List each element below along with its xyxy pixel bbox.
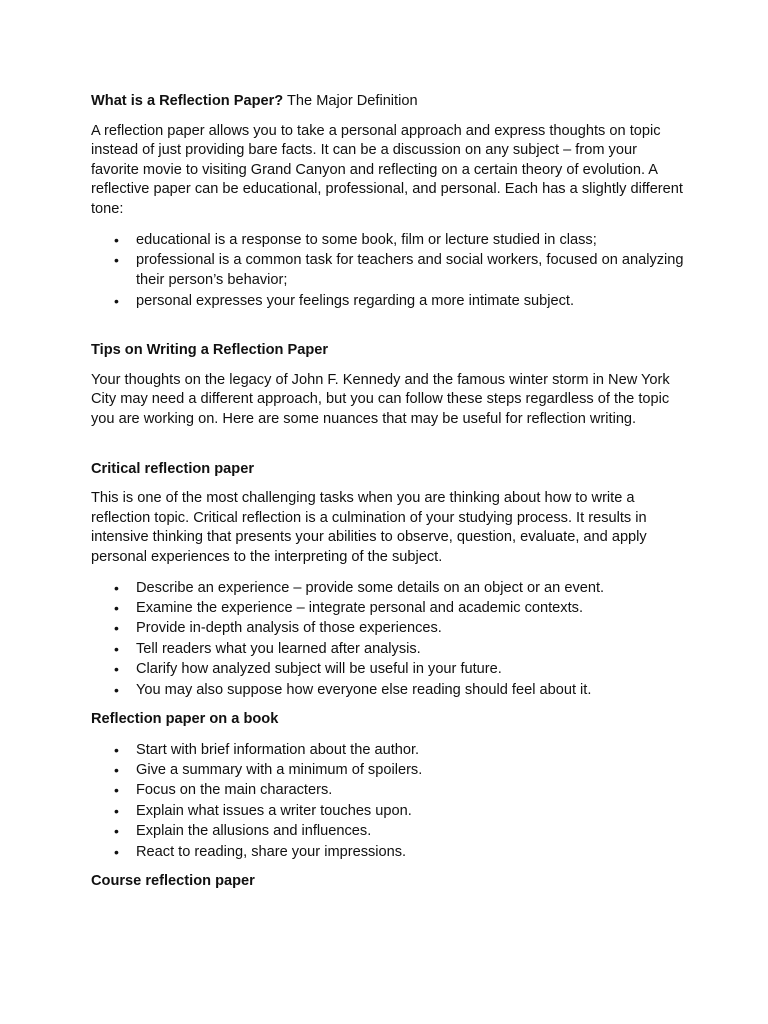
list-item-text: Describe an experience – provide some details on an object or an event.: [136, 579, 605, 596]
heading-regular-part: The Major Definition: [283, 93, 418, 109]
tone-list: [91, 230, 688, 312]
list-item: [91, 230, 688, 250]
section-heading-definition: [91, 92, 688, 112]
list-item: [91, 821, 688, 841]
bullet-icon: •: [114, 599, 119, 616]
bullet-icon: •: [114, 231, 119, 248]
spacer: [91, 321, 688, 341]
bullet-icon: •: [114, 292, 119, 309]
spacer: [91, 440, 688, 460]
list-item: [91, 842, 688, 862]
list-item-text: professional is a common task for teachers and social workers, focused on analyzing their person’s behavior;: [136, 251, 684, 289]
bullet-icon: •: [114, 802, 119, 819]
critical-steps-list: [91, 578, 688, 700]
tips-paragraph: Your thoughts on the legacy of John F. Kennedy and the famous winter storm in New York City may need a different approach, but you can follow these steps regardless of the topic you are working on. Here are some nuances that may be useful for reflection writing.: [91, 371, 670, 427]
list-item: [91, 801, 688, 821]
list-item-text: Focus on the main characters.: [136, 782, 333, 799]
list-item: [91, 659, 688, 679]
bullet-icon: •: [114, 251, 119, 268]
list-item-text: Explain what issues a writer touches upon.: [136, 802, 412, 819]
bullet-icon: •: [114, 843, 119, 860]
list-item-text: Give a summary with a minimum of spoilers.: [136, 761, 423, 778]
list-item-text: personal expresses your feelings regarding a more intimate subject.: [136, 292, 575, 309]
bullet-icon: •: [114, 741, 119, 758]
list-item: [91, 780, 688, 800]
list-item: [91, 618, 688, 638]
list-item-text: educational is a response to some book, film or lecture studied in class;: [136, 231, 597, 248]
list-item: [91, 680, 688, 700]
definition-paragraph: A reflection paper allows you to take a personal approach and express thoughts on topic instead of just providing bare facts. It can be a discussion on any subject – from your favorite movie to visiting Grand Canyon and reflecting on a certain theory of evolution. A reflective paper can be educational, professional, and personal. Each has a slightly different tone:: [91, 122, 683, 217]
list-item: [91, 760, 688, 780]
bullet-icon: •: [114, 640, 119, 657]
heading-text: Tips on Writing a Reflection Paper: [91, 342, 329, 359]
bullet-icon: •: [114, 661, 119, 678]
bullet-icon: •: [114, 620, 119, 637]
list-item: [91, 250, 688, 291]
list-item: [91, 598, 688, 618]
bullet-icon: •: [114, 681, 119, 698]
list-item: [91, 578, 688, 598]
bullet-icon: •: [114, 579, 119, 596]
section-heading-tips: [91, 341, 688, 361]
list-item-text: Clarify how analyzed subject will be useful in your future.: [136, 661, 502, 678]
section-heading-course: [91, 872, 688, 892]
list-item-text: Provide in-depth analysis of those experiences.: [136, 620, 442, 637]
bullet-icon: •: [114, 823, 119, 840]
heading-text: Reflection paper on a book: [91, 710, 279, 727]
heading-text: Critical reflection paper: [91, 460, 255, 477]
heading-bold-part: What is a Reflection Paper?: [91, 93, 284, 109]
section-heading-book: [91, 710, 688, 730]
book-steps-list: [91, 740, 688, 862]
list-item-text: Tell readers what you learned after analysis.: [136, 640, 421, 657]
list-item-text: React to reading, share your impressions.: [136, 843, 407, 860]
section-heading-critical: [91, 460, 688, 480]
critical-paragraph: This is one of the most challenging tasks when you are thinking about how to write a reflection topic. Critical reflection is a culmination of your studying process. It results in intensive thinking that presents your abilities to observe, question, evaluate, and apply personal experiences to the interpreting of the subject.: [91, 490, 647, 565]
list-item: [91, 639, 688, 659]
list-item: [91, 291, 688, 311]
bullet-icon: •: [114, 782, 119, 799]
list-item: [91, 740, 688, 760]
heading-text: Course reflection paper: [91, 873, 255, 889]
list-item-text: Explain the allusions and influences.: [136, 823, 372, 840]
list-item-text: Examine the experience – integrate personal and academic contexts.: [136, 599, 583, 616]
list-item-text: Start with brief information about the author.: [136, 741, 420, 758]
list-item-text: You may also suppose how everyone else reading should feel about it.: [136, 681, 592, 698]
bullet-icon: •: [114, 761, 119, 778]
